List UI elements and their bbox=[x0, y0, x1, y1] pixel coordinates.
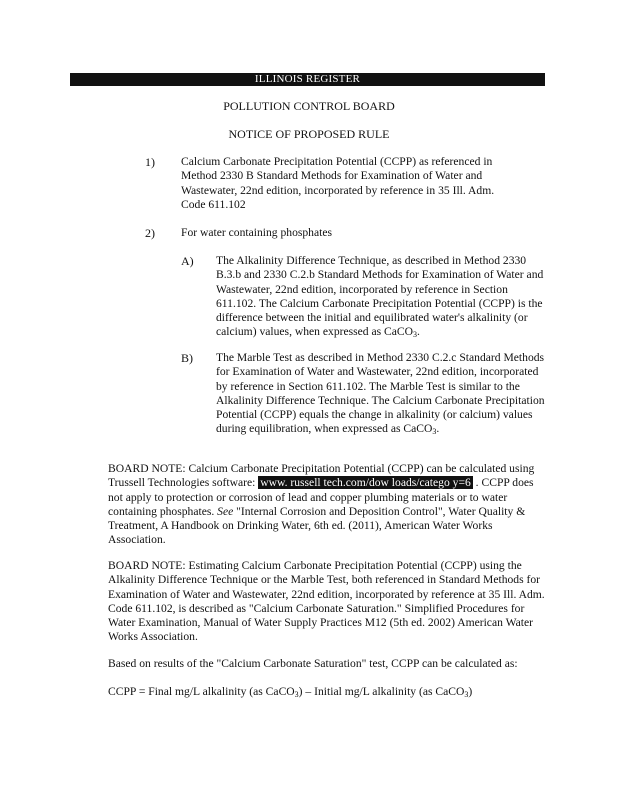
board-title: POLLUTION CONTROL BOARD bbox=[223, 99, 395, 113]
trussell-software-link[interactable]: www. russell tech.com/dow loads/catego y=6 bbox=[260, 476, 471, 490]
item-1-text: Calcium Carbonate Precipitation Potential (CCPP) as referenced in Method 2330 B Standard Methods for Examination of Water and Wastewater, 22nd edition, incorporated by reference in 35 Ill. Adm. Code 611.102 bbox=[181, 155, 495, 211]
item-2-text: For water containing phosphates bbox=[181, 226, 333, 239]
subitem-b-letter: B) bbox=[181, 351, 193, 365]
notice-title: NOTICE OF PROPOSED RULE bbox=[228, 127, 390, 141]
register-header-bar bbox=[70, 73, 545, 86]
item-2-number: 2) bbox=[145, 226, 155, 240]
based-on-text: Based on results of the "Calcium Carbonate Saturation" test, CCPP can be calculated as: bbox=[108, 657, 518, 670]
subitem-a-text: The Alkalinity Difference Technique, as described in Method 2330 B.3.b and 2330 C.2.b Standard Methods for Examination of Water and Wastewater, 22nd edition, incorporated by reference in Section 611.102. The Calcium Carbonate Precipitation Potential (CCPP) is the difference between the initial and equilibrated water's alkalinity (or calcium) values, when expressed as CaCO$_3$. bbox=[216, 254, 544, 340]
register-title: ILLINOIS REGISTER bbox=[254, 73, 361, 85]
board-note-1: BOARD NOTE: Calcium Carbonate Precipitation Potential (CCPP) can be calculated using Trussell Technologies software: www. russell tech.com/dow loads/catego y=6 . CCPP does not apply to protection or corrosion of lead and copper plumbing materials or to water containing phosphates. See "Internal Corrosion and Deposition Control", Water Quality & Treatment, A Handbook on Drinking Water, 6th ed. (2011), American Water Works Association. bbox=[108, 462, 535, 547]
ccpp-formula: CCPP = Final mg/L alkalinity (as CaCO$_3$) – Initial mg/L alkalinity (as CaCO$_3$) bbox=[108, 685, 473, 699]
item-1-number: 1) bbox=[145, 155, 155, 169]
board-note-2: BOARD NOTE: Estimating Calcium Carbonate Precipitation Potential (CCPP) using the Alkalinity Difference Technique or the Marble Test, both referenced in Standard Methods for Examination of Water and Wastewater, 22nd edition, incorporated by reference at 35 Ill. Adm. Code 611.102, is described as "Calcium Carbonate Saturation." Simplified Procedures for Water Examination, Manual of Water Supply Practices M12 (5th ed. 2002) American Water Works Association. bbox=[108, 559, 545, 644]
subitem-a-letter: A) bbox=[181, 254, 194, 268]
subitem-b-text: The Marble Test as described in Method 2330 C.2.c Standard Methods for Examination of Water and Wastewater, 22nd edition, incorporated by reference in Section 611.102. The Marble Test is similar to the Alkalinity Difference Technique. The Calcium Carbonate Precipitation Potential (CCPP) equals the change in alkalinity (or calcium) values during equilibration, when expressed as CaCO$_3$. bbox=[216, 351, 545, 437]
